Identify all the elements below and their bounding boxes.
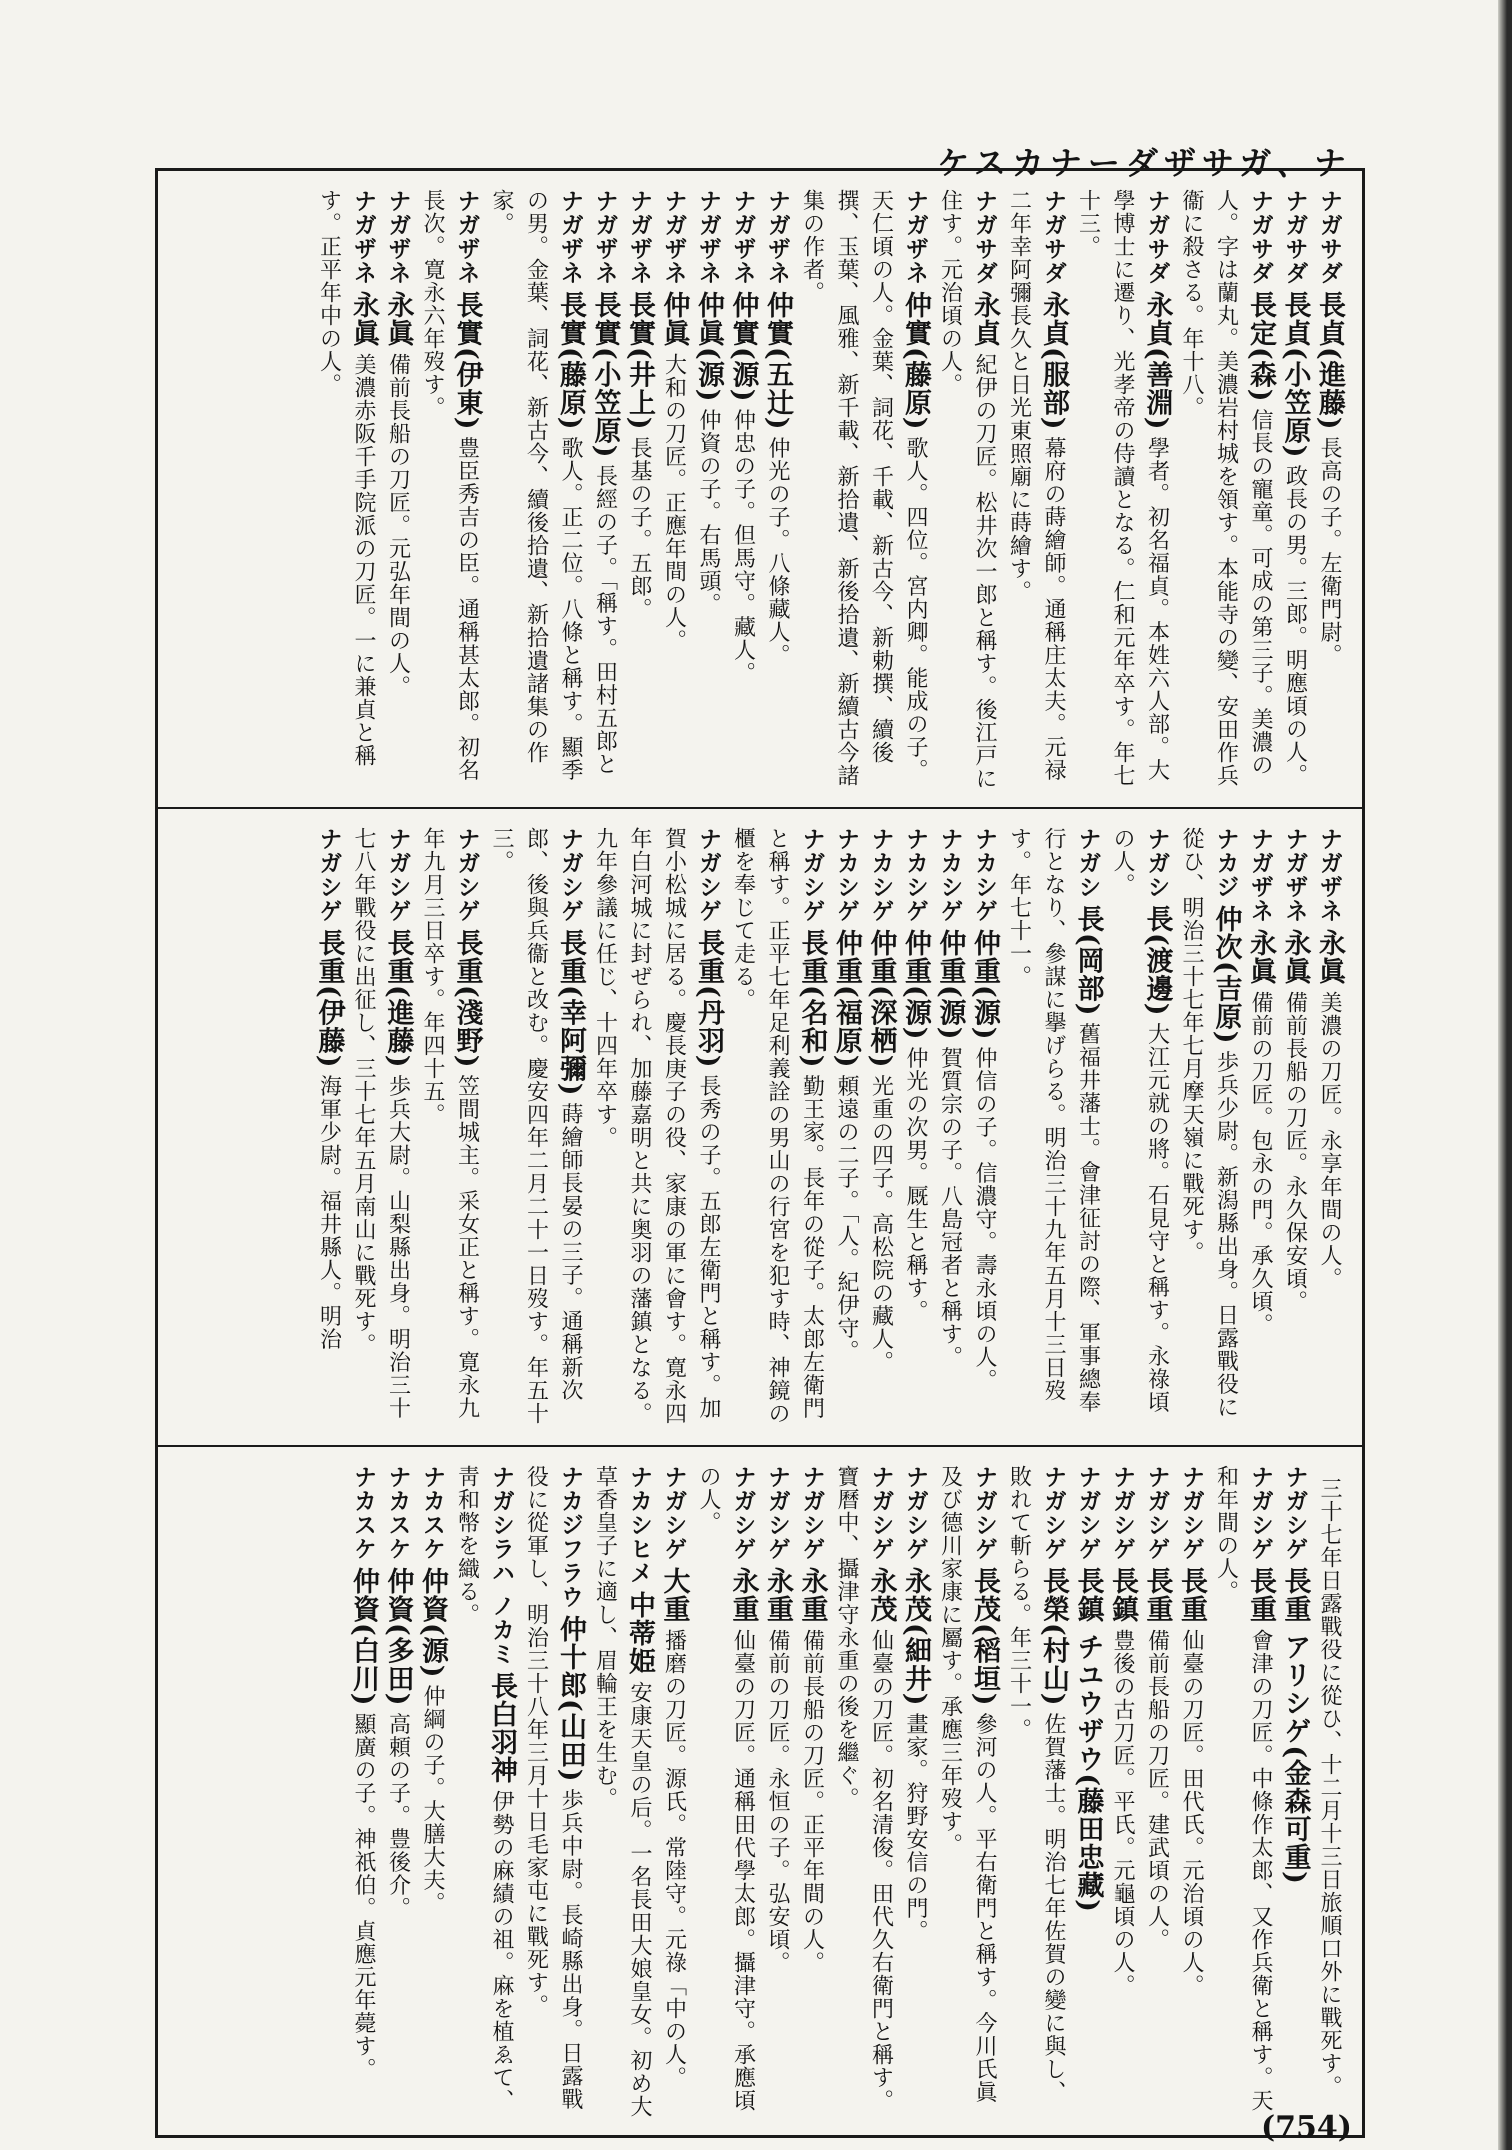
entry-headword: 長(渡邊) [1141, 905, 1173, 1017]
entry-headword: 仲資(源) [417, 1567, 448, 1679]
dictionary-entry [1277, 827, 1312, 1435]
entry-headword: 長重(名和) [796, 929, 828, 1069]
dictionary-entry [1243, 827, 1278, 1435]
entry-headword: 長重(丹羽) [693, 929, 724, 1069]
entry-reading: ナガシゲ [867, 1465, 894, 1561]
dictionary-entry [932, 1465, 1001, 2125]
dictionary-entry [1312, 1465, 1347, 2125]
page-edge [1498, 0, 1512, 2150]
dictionary-entry [932, 189, 1001, 797]
entry-headword: 仲十郎(山田) [555, 1615, 586, 1783]
entry-description: 美濃の刀匠。永享年間の人。 [1317, 991, 1342, 1290]
entry-description: 仲光の次男。厩生と稱す。 [903, 1046, 928, 1323]
entry-description: 幕府の蒔繪師。通稱庄太夫。元禄二年幸阿彌長久と日光東照廟に蒔繪す。 [1006, 189, 1066, 782]
entry-reading: ナガザネ [729, 189, 756, 285]
dictionary-entry [691, 189, 726, 797]
entry-reading: ナガサダ [1247, 189, 1273, 285]
page-frame [155, 168, 1365, 2138]
entry-headword: 永眞 [1314, 929, 1345, 985]
dictionary-entry [829, 827, 864, 1435]
entry-block-middle [158, 807, 1362, 1445]
entry-reading: ナガシゲ [315, 827, 342, 923]
entry-headword: 仲資(多田) [382, 1567, 414, 1707]
entry-reading: ナガザネ [1281, 827, 1308, 923]
entry-description: 頼遠の二子。「人。紀伊守。 [834, 1074, 859, 1363]
entry-description: 長高の子。左衛門尉。 [1317, 436, 1342, 667]
entry-description: 政長の男。三郎。明應頃の人。 [1282, 464, 1308, 787]
dictionary-entry [760, 189, 795, 797]
entry-reading: ナガシゲ [557, 827, 583, 923]
dictionary-entry [656, 189, 691, 797]
entry-headword: 長(岡部) [1072, 905, 1104, 1017]
entry-headword: 長重 [1141, 1567, 1173, 1623]
entry-reading: ナカシゲ [936, 827, 963, 923]
entry-reading: ナガシゲ [695, 827, 721, 923]
dictionary-entry [863, 827, 898, 1435]
entry-reading: ナカシゲ [971, 827, 997, 923]
entry-description: 歌人。四位。宮内卿。能成の子。天仁頃の人。金葉、詞花、千載、新古今、新勅撰、續後撰、玉葉、風雅、新千載、新拾遺、新後拾遺、新續古今諸集の作者。 [799, 189, 928, 787]
entry-description: 長秀の子。五郎左衛門と稱す。加賀小松城に居る。慶長庚子の役、家康の軍に會す。寛永四年白河城に封ぜられ、加藤嘉明と共に奥羽の藩鎮となる。九年參議に任じ、十四年卒す。 [592, 827, 721, 1425]
entry-reading: ナガサダ [1040, 189, 1066, 285]
entry-description: 高頼の子。豊後介。 [385, 1712, 411, 1920]
entry-description: 仲綱の子。大膳大夫。 [420, 1684, 445, 1915]
dictionary-entry [1277, 1465, 1312, 2125]
entry-headword: 仲重(源) [934, 929, 966, 1041]
entry-reading: ナガシゲ [798, 1465, 825, 1561]
entry-description: 舊福井藩士。會津征討の際、軍事總奉行となり、參謀に擧げらる。明治三十九年五月十三日歿す。年七十一。 [1006, 827, 1101, 1414]
page-number: (754) [1260, 2110, 1352, 2145]
entry-headword: 仲重(源) [969, 929, 1000, 1041]
dictionary-entry [587, 1465, 656, 2125]
entry-description: 歌人。正二位。八條と稱す。顯季の男。金葉、詞花、新古今、續後拾遺、新拾遺諸集の作家。 [489, 189, 583, 782]
entry-reading: ナガザネ [350, 189, 376, 285]
entry-description: 信長の寵童。可成の第三子。美濃の人。字は蘭丸。美濃岩村城を領す。本能寺の變、安田作兵衞に殺さる。年十八。 [1179, 189, 1273, 787]
entry-block-top [158, 171, 1362, 807]
entry-reading: ナガザネ [384, 189, 411, 285]
entry-description: 豊後の古刀匠。平氏。元龜頃の人。 [1110, 1629, 1135, 1997]
entry-description: 仲光の子。八條藏人。 [765, 436, 790, 667]
dictionary-entry [1312, 827, 1347, 1435]
dictionary-entry [311, 189, 380, 797]
entry-reading: ナガシ [1143, 827, 1170, 899]
entry-reading: ナガシゲ [902, 1465, 928, 1561]
dictionary-entry [691, 1465, 760, 2125]
dictionary-entry [484, 189, 588, 797]
dictionary-entry [587, 827, 725, 1435]
entry-headword: 仲實(源) [727, 291, 759, 403]
entry-reading: ナガシゲ [384, 827, 411, 923]
entry-reading: ナガザネ [1247, 827, 1273, 923]
entry-headword: 長鎮 チユウザウ(藤田忠藏) [1072, 1567, 1104, 1913]
entry-description: 備前長船の刀匠。元弘年間の人。 [385, 353, 411, 698]
dictionary-entry [346, 1465, 381, 2125]
entry-description: 畫家。狩野安信の門。 [903, 1712, 928, 1943]
entry-reading: ナガシゲ [1178, 1465, 1204, 1561]
entry-reading: ナガシ [1074, 827, 1101, 899]
entry-headword: 長定(森) [1245, 291, 1276, 403]
entry-headword: 永貞 [969, 291, 1000, 347]
entry-headword: 長重 アリシゲ(金森可重) [1279, 1567, 1311, 1885]
entry-headword: 長白羽神 [486, 1672, 517, 1785]
entry-reading: ナカシゲ [902, 827, 928, 923]
entry-description: 仲資の子。右馬頭。 [696, 408, 721, 616]
dictionary-entry [1312, 189, 1347, 797]
dictionary-entry [311, 827, 346, 1435]
entry-description: 歩兵中尉。長崎縣出身。日露戰役に從軍し、明治三十八年三月十日毛家屯に戰死す。 [523, 1465, 583, 2111]
dictionary-entry [1277, 189, 1312, 797]
entry-reading: ナガザネ [660, 189, 687, 285]
entry-reading: ナガシゲ [764, 1465, 790, 1561]
dictionary-entry [725, 189, 760, 797]
entry-reading: ナガサダ [1316, 189, 1342, 285]
entry-headword: 永貞(服部) [1038, 291, 1069, 431]
entry-headword: 長實(藤原) [555, 291, 586, 431]
dictionary-entry [587, 189, 622, 797]
dictionary-entry [1139, 1465, 1174, 2125]
entry-reading: ナガザネ [902, 189, 928, 285]
dictionary-entry [449, 1465, 518, 2125]
entry-reading: ナガシゲ [798, 827, 825, 923]
entry-reading: ナガザネ [764, 189, 790, 285]
entry-description: 笠間城主。采女正と稱す。寛永九年九月三日卒す。年四十五。 [420, 827, 480, 1420]
entry-reading: ナガザネ [695, 189, 721, 285]
entry-headword: 永茂(細井) [900, 1567, 931, 1707]
dictionary-entry [794, 189, 932, 797]
entry-reading: ナカジフラウ [557, 1465, 583, 1609]
entry-reading: ナカジ [1212, 827, 1239, 899]
entry-reading: ナガシゲ [1143, 1465, 1170, 1561]
entry-headword: 永茂 [865, 1567, 897, 1623]
dictionary-entry [1001, 189, 1070, 797]
entry-headword: 長重(進藤) [382, 929, 414, 1069]
entry-headword: 長茂(稻垣) [969, 1567, 1000, 1707]
entry-headword: 長貞(小笠原) [1279, 291, 1311, 459]
entry-headword: 仲實(藤原) [900, 291, 931, 431]
entry-description: 光重の四子。高松院の藏人。 [868, 1074, 894, 1374]
dictionary-entry [1070, 1465, 1105, 2125]
dictionary-entry [760, 1465, 795, 2125]
entry-reading: ナカスケ [350, 1465, 376, 1561]
entry-description: 仲忠の子。但馬守。藏人。 [730, 408, 756, 685]
entry-description: 長經の子。「稱す。田村五郎と [592, 464, 618, 776]
entry-reading: ナガザネ [591, 189, 618, 285]
dictionary-entry [1001, 1465, 1070, 2125]
entry-reading: ナガシゲ [971, 1465, 997, 1561]
dictionary-entry [415, 827, 484, 1435]
entry-description: 播磨の刀匠。源氏。常陸守。元祿「中の人。 [661, 1629, 687, 2089]
entry-description: 備前の刀匠。永恒の子。弘安頃。 [765, 1629, 790, 1974]
entry-headword: 永貞(善淵) [1141, 291, 1173, 431]
entry-reading: ナカスケ [419, 1465, 445, 1561]
entry-description: 賀質宗の子。八島冠者と稱す。 [937, 1046, 963, 1369]
entry-headword: 長實(井上) [624, 291, 655, 431]
entry-headword: 仲重(深栖) [865, 929, 897, 1069]
entry-headword: 中蒂姫 [624, 1591, 655, 1675]
dictionary-entry [415, 189, 484, 797]
entry-headword: 永眞 [1245, 929, 1276, 985]
entry-headword: 長鎮 [1107, 1567, 1138, 1623]
dictionary-entry [1001, 827, 1105, 1435]
entry-headword: 長重 [1245, 1567, 1276, 1623]
dictionary-entry [656, 1465, 691, 2125]
dictionary-entry [380, 1465, 415, 2125]
entry-reading: ナガサダ [971, 189, 997, 285]
entry-description: 備前の刀匠。包永の門。承久頃。 [1248, 991, 1273, 1336]
entry-description: 仙臺の刀匠。田代氏。元治頃の人。 [1179, 1629, 1204, 1997]
entry-description: 備前長船の刀匠。正平年間の人。 [799, 1629, 825, 1974]
entry-reading: ナガシゲ [729, 1465, 756, 1561]
entry-headword: 大重 [658, 1567, 690, 1623]
entry-description: 美濃赤阪千手院派の刀匠。一に兼貞と稱す。正平年中の人。 [316, 189, 376, 767]
entry-description: 大和の刀匠。正應年間の人。 [661, 353, 687, 652]
entry-reading: ナガサダ [1143, 189, 1170, 285]
entry-reading: ナカシゲ [867, 827, 894, 923]
entry-reading: ナガザネ [1316, 827, 1342, 923]
entry-reading: ナガシゲ [660, 1465, 687, 1561]
entry-block-bottom [158, 1445, 1362, 2135]
dictionary-entry [415, 1465, 450, 2125]
entry-description: 顯廣の子。神祇伯。貞應元年薨す。 [351, 1712, 376, 2081]
entry-reading: ナガザネ [453, 189, 480, 285]
dictionary-entry [518, 1465, 587, 2125]
entry-headword: 仲次(吉原) [1210, 905, 1242, 1045]
entry-reading: ナガザネ [626, 189, 652, 285]
entry-headword: 長重(伊藤) [313, 929, 345, 1069]
entry-headword: 仲重(福原) [831, 929, 862, 1069]
entry-reading: ナカシゲ [833, 827, 859, 923]
entry-headword: 永眞 [382, 291, 414, 347]
entry-headword: 永重 [727, 1567, 759, 1623]
dictionary-entry [380, 189, 415, 797]
entry-description: 會津の刀匠。中條作太郎、又作兵衛と稱す。天和年間の人。 [1213, 1465, 1273, 2112]
dictionary-entry [932, 827, 967, 1435]
entry-description: 伊勢の麻績の祖。麻を植ゑて、靑和幣を織る。 [454, 1465, 514, 2113]
entry-description: 仙臺の刀匠。通稱田代學太郎。攝津守。承應頃の人。 [696, 1465, 756, 2112]
dictionary-entry [794, 1465, 829, 2125]
entry-description: 蒔繪師長晏の三子。通稱新次郎、後與兵衞と改む。慶安四年二月二十一日歿す。年五十三。 [489, 827, 583, 1425]
entry-reading: ナカスケ [384, 1465, 411, 1561]
entry-description: 歩兵大尉。山梨縣出身。明治三十七八年戰役に出征し、三十七年五月南山に戰死す。 [351, 827, 411, 1420]
entry-headword: 長榮(村山) [1038, 1567, 1069, 1707]
entry-reading: ナガシラハ ノカミ [488, 1465, 514, 1667]
dictionary-entry [1105, 1465, 1140, 2125]
dictionary-entry [1174, 189, 1278, 797]
dictionary-entry [898, 1465, 933, 2125]
entry-description: 仙臺の刀匠。初名清俊。田代久右衛門と稱す。寶曆中、攝津守永重の後を繼ぐ。 [834, 1465, 894, 2112]
entry-headword: 仲眞(源) [693, 291, 724, 403]
entry-headword: 仲重(源) [900, 929, 931, 1041]
running-head: ケスカナーダザサガ、ナ [937, 144, 1352, 182]
entry-headword: 永眞 [348, 291, 379, 347]
dictionary-entry [622, 189, 657, 797]
dictionary-entry [967, 827, 1002, 1435]
entry-description: 學者。初名福貞。本姓六人部。大學博士に遷り、光孝帝の侍讀となる。仁和元年卒す。年七十三。 [1075, 189, 1170, 787]
entry-headword: 長重(淺野) [451, 929, 483, 1069]
dictionary-entry [346, 827, 415, 1435]
entry-description: 參河の人。平右衛門と稱す。今川氏眞及び德川家康に屬す。承應三年歿す。 [937, 1465, 997, 2104]
dictionary-entry [484, 827, 588, 1435]
entry-description: 大江元就の將。石見守と稱す。永祿頃の人。 [1110, 827, 1170, 1414]
entry-description: 安康天皇の后。一名長田大娘皇女。初め大草香皇子に適し、眉輪王を生む。 [592, 1465, 652, 2118]
entry-reading: ナガサダ [1281, 189, 1308, 285]
entry-headword: 永重 [796, 1567, 828, 1623]
entry-reading: ナガザネ [557, 189, 583, 285]
entry-description: 長基の子。五郎。 [627, 436, 652, 621]
entry-headword: 仲眞 [658, 291, 690, 347]
entry-reading: ナガシゲ [1109, 1465, 1135, 1561]
dictionary-entry [725, 827, 829, 1435]
dictionary-entry [898, 827, 933, 1435]
entry-reading: ナガシゲ [453, 827, 480, 923]
entry-headword: 長實(小笠原) [589, 291, 621, 459]
dictionary-entry [1174, 827, 1243, 1435]
entry-reading: ナガシゲ [1247, 1465, 1273, 1561]
dictionary-entry [1174, 1465, 1209, 2125]
dictionary-entry [1105, 827, 1174, 1435]
entry-reading: ナガシゲ [1281, 1465, 1308, 1561]
dictionary-entry [829, 1465, 898, 2125]
entry-headword: 長重 [1176, 1567, 1207, 1623]
dictionary-entry [1208, 1465, 1277, 2125]
entry-reading: ナカシヒメ [626, 1465, 652, 1585]
entry-description: 備前長船の刀匠。永久保安頃。 [1282, 991, 1308, 1313]
entry-description: 紀伊の刀匠。松井次一郎と稱す。後江戸に住す。元治頃の人。 [937, 189, 997, 790]
entry-headword: 仲資(白川) [348, 1567, 379, 1707]
entry-description: 海軍少尉。福井縣人。明治 [316, 1074, 342, 1351]
entry-description: 三十七年日露戰役に從ひ、十二月十三日旅順口外に戰死す。 [1317, 1477, 1342, 2098]
dictionary-entry [1070, 189, 1174, 797]
entry-headword: 長重(幸阿彌) [555, 929, 586, 1097]
entry-reading: ナガシゲ [1040, 1465, 1066, 1561]
entry-headword: 長實(伊東) [451, 291, 483, 431]
entry-description: 勤王家。長年の從子。太郎左衛門と稱す。正平七年足利義詮の男山の行宮を犯す時、神鏡の櫃を奉じて走る。 [730, 827, 825, 1425]
entry-headword: 仲實(五辻) [762, 291, 793, 431]
entry-description: 佐賀藩士。明治七年佐賀の變に與し、敗れて斬らる。年三十一。 [1006, 1465, 1066, 2104]
entry-description: 仲信の子。信濃守。壽永頃の人。 [972, 1046, 997, 1392]
entry-headword: 永眞 [1279, 929, 1311, 985]
entry-headword: 長貞(進藤) [1314, 291, 1345, 431]
entry-description: 備前長船の刀匠。建武頃の人。 [1144, 1629, 1170, 1951]
entry-headword: 永重 [762, 1567, 793, 1623]
entry-description: 歩兵少尉。新潟縣出身。日露戰役に從ひ、明治三十七年七月摩天嶺に戰死す。 [1179, 827, 1239, 1419]
entry-description: 豊臣秀吉の臣。通稱甚太郎。初名長次。寛永六年歿す。 [420, 189, 480, 782]
entry-reading: ナガシゲ [1074, 1465, 1101, 1561]
